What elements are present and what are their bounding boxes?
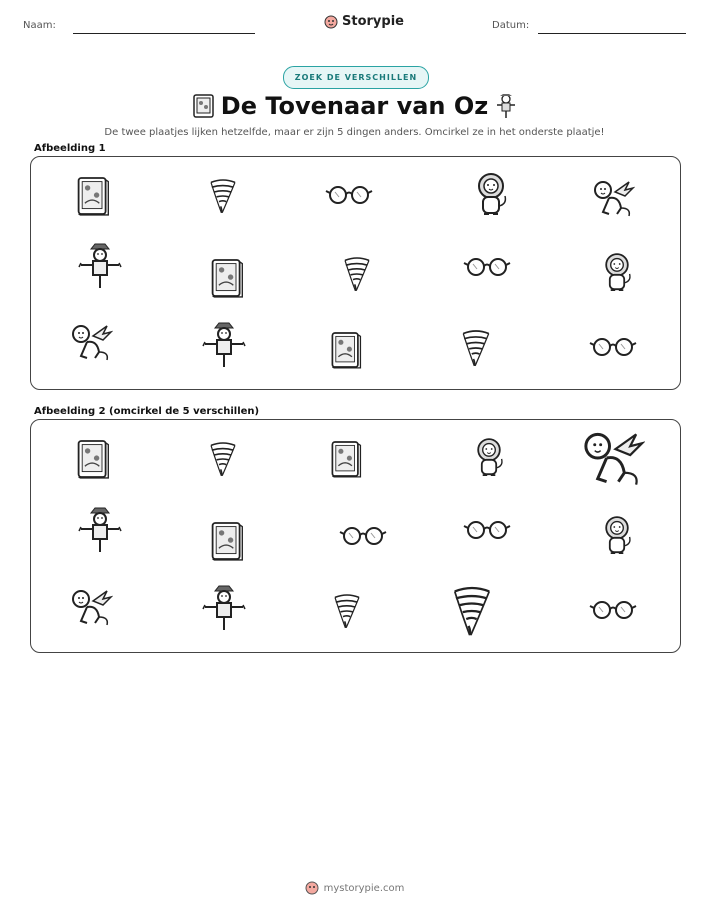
book-icon — [329, 327, 363, 373]
scarecrow-icon — [494, 93, 518, 119]
monkey-icon — [577, 428, 645, 488]
glasses-illustration[interactable] — [461, 518, 513, 542]
lion-illustration[interactable] — [599, 512, 635, 560]
book-illustration[interactable] — [75, 436, 111, 482]
book-icon — [209, 518, 245, 564]
lion-icon — [471, 171, 511, 219]
glasses-illustration[interactable] — [337, 524, 389, 548]
panel-2-label: Afbeelding 2 (omcirkel de 5 verschillen) — [34, 406, 260, 417]
scarecrow-icon — [201, 584, 247, 632]
glasses-icon — [587, 598, 639, 622]
brand-logo — [324, 14, 404, 29]
book-illustration[interactable] — [209, 518, 245, 564]
book-illustration — [329, 327, 363, 373]
book-icon — [329, 436, 363, 482]
glasses-illustration — [587, 335, 639, 359]
monkey-illustration[interactable] — [577, 428, 645, 488]
lion-illustration — [471, 171, 511, 219]
glasses-illustration[interactable] — [587, 598, 639, 622]
monkey-illustration — [589, 177, 635, 219]
monkey-illustration — [67, 321, 113, 363]
glasses-illustration — [323, 183, 375, 207]
book-illustration[interactable] — [329, 436, 363, 482]
page-title: De Tovenaar van Oz — [220, 92, 489, 120]
worksheet-type-badge: ZOEK DE VERSCHILLEN — [283, 66, 429, 89]
storypie-logo-icon — [305, 881, 319, 895]
lion-icon — [471, 434, 507, 482]
picture-panel-2[interactable] — [30, 419, 681, 653]
scarecrow-illustration[interactable] — [201, 584, 247, 632]
storypie-logo-icon — [324, 15, 338, 29]
lion-illustration — [599, 249, 635, 297]
tornado-illustration[interactable] — [207, 438, 239, 480]
glasses-icon — [323, 183, 375, 207]
book-icon — [209, 255, 245, 301]
monkey-icon — [67, 586, 113, 628]
book-illustration — [209, 255, 245, 301]
brand-name: Storypie — [342, 14, 404, 29]
scarecrow-illustration — [201, 321, 247, 369]
tornado-illustration — [459, 325, 493, 371]
name-line[interactable] — [73, 33, 255, 34]
book-icon — [75, 436, 111, 482]
tornado-icon — [207, 438, 239, 480]
tornado-icon — [341, 251, 373, 297]
book-icon — [75, 173, 111, 219]
scarecrow-icon — [77, 243, 123, 289]
glasses-icon — [337, 524, 389, 548]
monkey-icon — [589, 177, 635, 219]
lion-icon — [599, 249, 635, 297]
date-line[interactable] — [538, 33, 686, 34]
tornado-illustration — [341, 251, 373, 297]
tornado-illustration — [207, 175, 239, 217]
tornado-icon — [459, 325, 493, 371]
tornado-icon — [207, 175, 239, 217]
footer-url: mystorypie.com — [323, 882, 405, 894]
picture-panel-1 — [30, 156, 681, 390]
date-label: Datum: — [492, 20, 530, 31]
glasses-icon — [461, 518, 513, 542]
book-illustration — [75, 173, 111, 219]
lion-icon — [599, 512, 635, 560]
tornado-icon — [331, 588, 363, 634]
glasses-icon — [587, 335, 639, 359]
tornado-illustration[interactable] — [331, 588, 363, 634]
scarecrow-icon — [77, 506, 123, 554]
tornado-icon — [449, 578, 495, 644]
scarecrow-icon — [201, 321, 247, 369]
glasses-illustration — [461, 255, 513, 279]
footer — [0, 881, 709, 895]
monkey-icon — [67, 321, 113, 363]
scarecrow-illustration — [77, 243, 123, 289]
scarecrow-illustration[interactable] — [77, 506, 123, 554]
monkey-illustration[interactable] — [67, 586, 113, 628]
glasses-icon — [461, 255, 513, 279]
lion-illustration[interactable] — [471, 434, 507, 482]
instructions: De twee plaatjes lijken hetzelfde, maar er zijn 5 dingen anders. Omcirkel ze in het onderste plaatje! — [104, 127, 605, 138]
panel-1-label: Afbeelding 1 — [34, 143, 106, 154]
name-label: Naam: — [23, 20, 56, 31]
tornado-illustration[interactable] — [449, 578, 495, 644]
